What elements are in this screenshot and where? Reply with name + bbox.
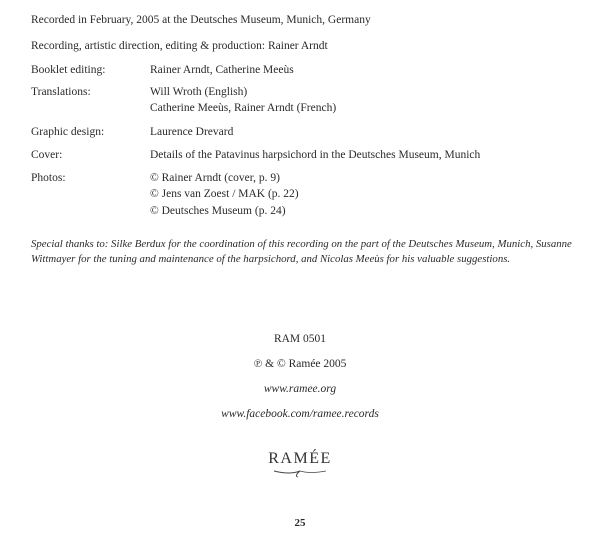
copyright-line: ℗ & © Ramée 2005: [253, 358, 347, 370]
photos-value-1: © Rainer Arndt (cover, p. 9): [150, 172, 280, 184]
cover-label: Cover:: [31, 149, 63, 161]
logo-text: RAMÉE: [268, 450, 332, 467]
translations-value-1: Will Wroth (English): [150, 86, 248, 98]
translations-value-2: Catherine Meeùs, Rainer Arndt (French): [150, 102, 337, 114]
ramee-logo: [0, 450, 600, 478]
photos-value-3: © Deutsches Museum (p. 24): [150, 205, 286, 217]
booklet-label: Booklet editing:: [31, 64, 106, 76]
booklet-value: Rainer Arndt, Catherine Meeùs: [150, 64, 294, 76]
photos-value-2: © Jens van Zoest / MAK (p. 22): [150, 188, 299, 200]
logo-swash-icon: [270, 468, 330, 478]
facebook-link[interactable]: www.facebook.com/ramee.records: [221, 408, 379, 420]
cover-value: Details of the Patavinus harpsichord in the Deutsches Museum, Munich: [150, 149, 481, 161]
catalog-number: RAM 0501: [273, 333, 327, 345]
special-thanks: Special thanks to: Silke Berdux for the coordination of this recording on the part of the Deutsches Museum, Munich, Susanne Wittmayer for the tuning and maintenance of the harpsichord, and Nicolas Meeùs for his valuable suggestions.: [31, 238, 572, 265]
graphic-value: Laurence Drevard: [150, 126, 234, 138]
recorded-line: Recorded in February, 2005 at the Deutsches Museum, Munich, Germany: [31, 14, 371, 26]
recording-line: Recording, artistic direction, editing & production: Rainer Arndt: [31, 40, 328, 52]
translations-label: Translations:: [31, 86, 91, 98]
page-number: 25: [294, 517, 306, 529]
graphic-label: Graphic design:: [31, 126, 105, 138]
website-link[interactable]: www.ramee.org: [263, 383, 337, 395]
photos-label: Photos:: [31, 172, 66, 184]
